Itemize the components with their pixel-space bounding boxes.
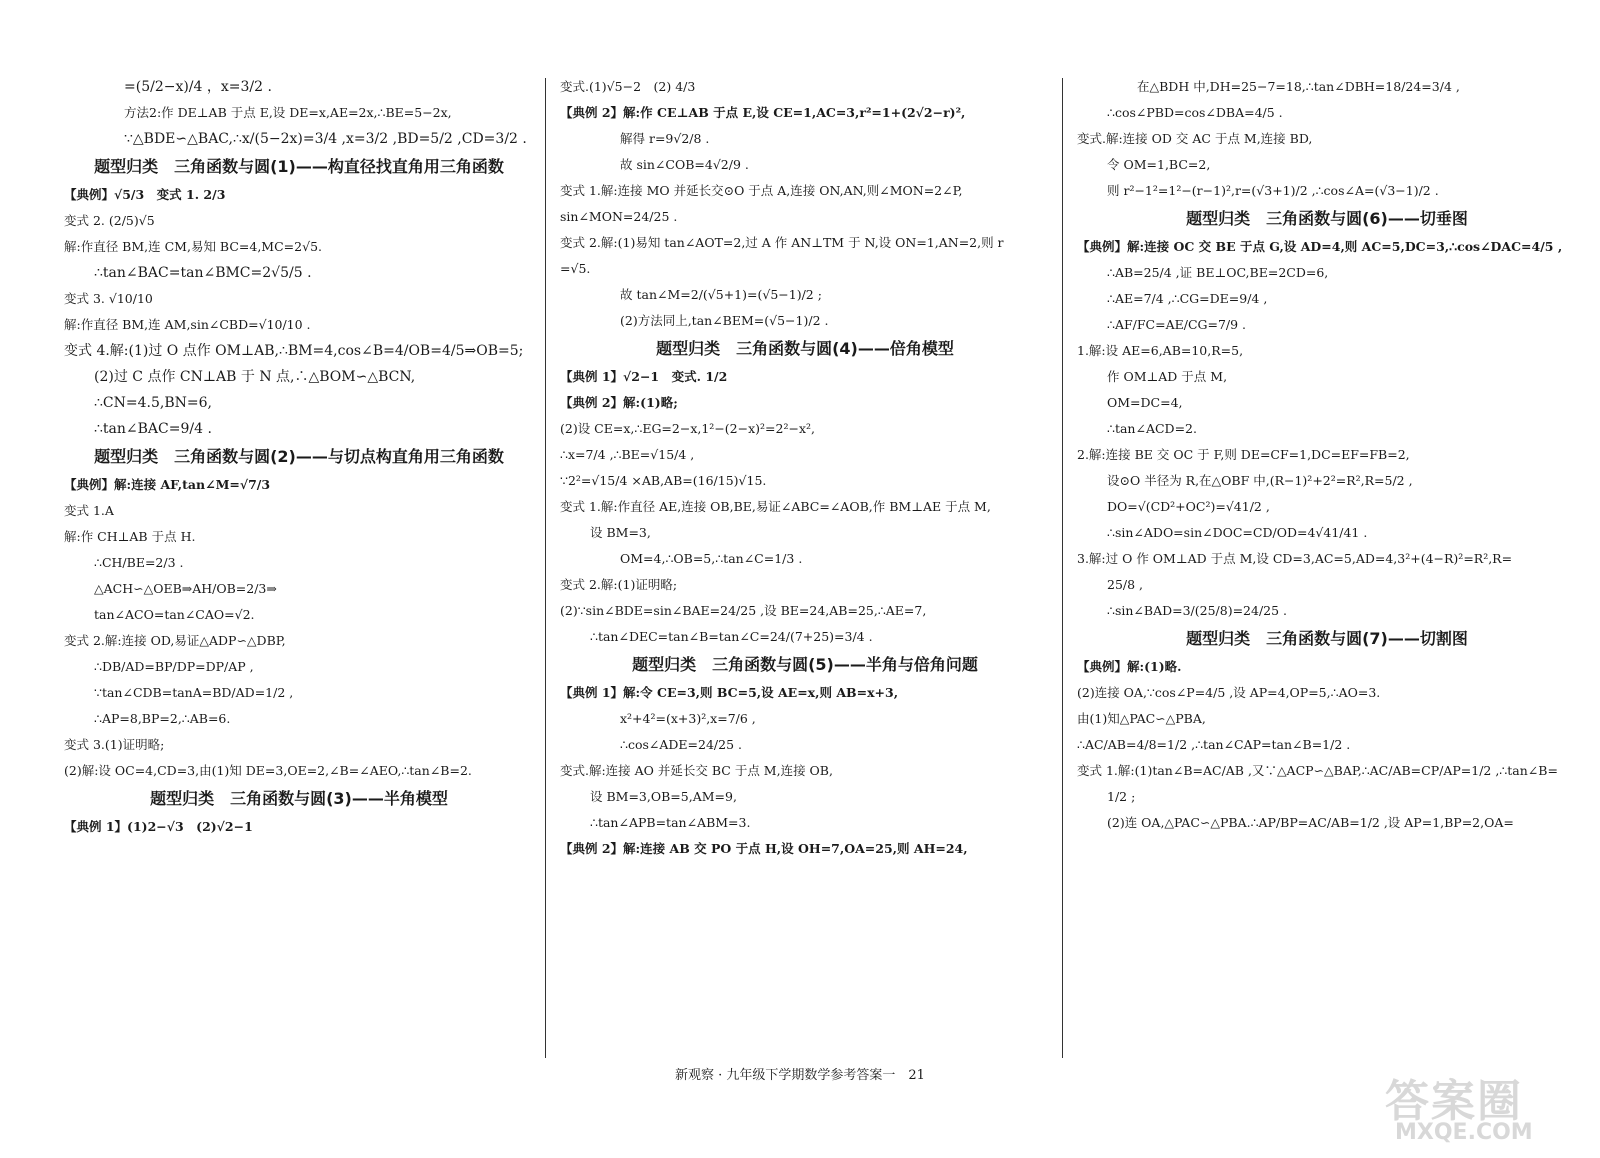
text-line: 25/8 , bbox=[1107, 577, 1144, 592]
text-line: 3.解:过 O 作 OM⊥AD 于点 M,设 CD=3,AC=5,AD=4,3²+(4−R)²=R²,R= bbox=[1077, 551, 1513, 566]
text-line: ∴sin∠ADO=sin∠DOC=CD/OD=4√41/41 . bbox=[1107, 525, 1368, 540]
text-line: 变式 1.解:连接 MO 并延长交⊙O 于点 A,连接 ON,AN,则∠MON=2∠P, bbox=[560, 183, 963, 198]
text-line: 设 BM=3,OB=5,AM=9, bbox=[590, 789, 737, 804]
text-line: 解:作直径 BM,连 AM,sin∠CBD=√10/10 . bbox=[64, 317, 311, 332]
text-line: 【典例 1】√2−1 变式. 1/2 bbox=[560, 369, 728, 384]
text-line: 变式 3.(1)证明略; bbox=[64, 737, 165, 752]
text-line: 【典例】√5/3 变式 1. 2/3 bbox=[64, 187, 226, 202]
text-line: 变式 4.解:(1)过 O 点作 OM⊥AB,∴BM=4,cos∠B=4/OB=4/5⇒OB=5; bbox=[64, 343, 524, 359]
text-line: (2)过 C 点作 CN⊥AB 于 N 点,∴△BOM∽△BCN, bbox=[94, 369, 416, 385]
text-line: 变式 2.解:(1)易知 tan∠AOT=2,过 A 作 AN⊥TM 于 N,设 ON=1,AN=2,则 r bbox=[560, 235, 1004, 250]
text-line: 变式.解:连接 AO 并延长交 BC 于点 M,连接 OB, bbox=[560, 763, 833, 778]
text-line: sin∠MON=24/25 . bbox=[560, 209, 678, 224]
text-line: 【典例 2】解:作 CE⊥AB 于点 E,设 CE=1,AC=3,r²=1+(2√2−r)², bbox=[560, 105, 966, 120]
text-line: ∴cos∠PBD=cos∠DBA=4/5 . bbox=[1107, 105, 1283, 120]
text-line: ∴DB/AD=BP/DP=DP/AP , bbox=[94, 659, 254, 674]
section-heading: 题型归类 三角函数与圆(5)——半角与倍角问题 bbox=[632, 655, 978, 674]
text-line: 【典例】解:(1)略. bbox=[1077, 659, 1182, 674]
watermark-logo bbox=[1385, 1065, 1585, 1150]
text-line: 变式 2. (2/5)√5 bbox=[64, 213, 155, 228]
text-line: 变式.解:连接 OD 交 AC 于点 M,连接 BD, bbox=[1077, 131, 1313, 146]
text-line: ∴AF/FC=AE/CG=7/9 . bbox=[1107, 317, 1247, 332]
watermark-main: 答案圈 bbox=[1385, 1076, 1523, 1127]
column-divider bbox=[545, 78, 546, 1058]
page-footer: 新观察 · 九年级下学期数学参考答案一 21 bbox=[675, 1068, 925, 1083]
text-line: ∴x=7/4 ,∴BE=√15/4 , bbox=[560, 447, 695, 462]
text-line: 故 tan∠M=2/(√5+1)=(√5−1)/2 ; bbox=[620, 287, 822, 302]
text-line: 1/2 ; bbox=[1107, 789, 1136, 804]
text-line: ∴AC/AB=4/8=1/2 ,∴tan∠CAP=tan∠B=1/2 . bbox=[1077, 737, 1351, 752]
text-line: 变式.(1)√5−2 (2) 4/3 bbox=[560, 79, 696, 94]
text-line: 故 sin∠COB=4√2/9 . bbox=[620, 157, 749, 172]
section-heading: 题型归类 三角函数与圆(2)——与切点构直角用三角函数 bbox=[94, 447, 504, 466]
text-line: ∵2²=√15/4 ×AB,AB=(16/15)√15. bbox=[560, 473, 767, 488]
section-heading: 题型归类 三角函数与圆(4)——倍角模型 bbox=[656, 339, 954, 358]
text-line: 解:作直径 BM,连 CM,易知 BC=4,MC=2√5. bbox=[64, 239, 322, 254]
text-line: (2)方法同上,tan∠BEM=(√5−1)/2 . bbox=[620, 313, 829, 328]
text-line: △ACH∽△OEB⇒AH/OB=2/3⇒ bbox=[94, 581, 277, 596]
text-line: 1.解:设 AE=6,AB=10,R=5, bbox=[1077, 343, 1244, 358]
text-line: 设⊙O 半径为 R,在△OBF 中,(R−1)²+2²=R²,R=5/2 , bbox=[1107, 473, 1413, 488]
text-line: (2)连 OA,△PAC∽△PBA.∴AP/BP=AC/AB=1/2 ,设 AP=1,BP=2,OA= bbox=[1107, 815, 1514, 830]
column-divider bbox=[1062, 78, 1063, 1058]
text-line: 则 r²−1²=1²−(r−1)²,r=(√3+1)/2 ,∴cos∠A=(√3−1)/2 . bbox=[1107, 183, 1439, 198]
text-line: ∴tan∠ACD=2. bbox=[1107, 421, 1197, 436]
text-line: 【典例 1】(1)2−√3 (2)√2−1 bbox=[64, 819, 253, 834]
text-line: 令 OM=1,BC=2, bbox=[1107, 157, 1211, 172]
text-line: 变式 2.解:(1)证明略; bbox=[560, 577, 678, 592]
text-line: 作 OM⊥AD 于点 M, bbox=[1107, 369, 1228, 384]
text-line: ∴cos∠ADE=24/25 . bbox=[620, 737, 742, 752]
text-line: 【典例】解:连接 OC 交 BE 于点 G,设 AD=4,则 AC=5,DC=3,∴cos∠DAC=4/5 , bbox=[1077, 239, 1563, 254]
text-line: ∴CN=4.5,BN=6, bbox=[94, 395, 212, 411]
text-line: ∴AB=25/4 ,证 BE⊥OC,BE=2CD=6, bbox=[1107, 265, 1329, 280]
text-line: 解得 r=9√2/8 . bbox=[620, 131, 710, 146]
text-line: ∴AP=8,BP=2,∴AB=6. bbox=[94, 711, 231, 726]
text-line: OM=DC=4, bbox=[1107, 395, 1183, 410]
text-line: 由(1)知△PAC∽△PBA, bbox=[1077, 711, 1206, 726]
column-2 bbox=[560, 78, 1050, 866]
text-line: 【典例 1】解:令 CE=3,则 BC=5,设 AE=x,则 AB=x+3, bbox=[560, 685, 899, 700]
text-line: 变式 2.解:连接 OD,易证△ADP∽△DBP, bbox=[64, 633, 286, 648]
text-line: =(5/2−x)/4 ，x=3/2 . bbox=[124, 79, 272, 95]
text-line: (2)连接 OA,∵cos∠P=4/5 ,设 AP=4,OP=5,∴AO=3. bbox=[1077, 685, 1381, 700]
text-line: 解:作 CH⊥AB 于点 H. bbox=[64, 529, 196, 544]
text-line: ∴tan∠DEC=tan∠B=tan∠C=24/(7+25)=3/4 . bbox=[590, 629, 873, 644]
section-heading: 题型归类 三角函数与圆(6)——切垂图 bbox=[1186, 209, 1468, 228]
text-line: 变式 3. √10/10 bbox=[64, 291, 153, 306]
text-line: ∴tan∠APB=tan∠ABM=3. bbox=[590, 815, 751, 830]
column-1 bbox=[64, 78, 534, 844]
text-line: (2)解:设 OC=4,CD=3,由(1)知 DE=3,OE=2,∠B=∠AEO,∴tan∠B=2. bbox=[64, 763, 472, 778]
text-line: 变式 1.解:(1)tan∠B=AC/AB ,又∵△ACP∽△BAP,∴AC/AB=CP/AP=1/2 ,∴tan∠B= bbox=[1077, 763, 1558, 778]
text-line: 变式 1.解:作直径 AE,连接 OB,BE,易证∠ABC=∠AOB,作 BM⊥AE 于点 M, bbox=[560, 499, 991, 514]
text-line: 方法2:作 DE⊥AB 于点 E,设 DE=x,AE=2x,∴BE=5−2x, bbox=[124, 105, 452, 120]
watermark-sub: MXQE.COM bbox=[1395, 1120, 1533, 1145]
text-line: ∴sin∠BAD=3/(25/8)=24/25 . bbox=[1107, 603, 1288, 618]
text-line: 【典例】解:连接 AF,tan∠M=√7/3 bbox=[64, 477, 271, 492]
text-line: 变式 1.A bbox=[64, 503, 114, 518]
text-line: 2.解:连接 BE 交 OC 于 F,则 DE=CF=1,DC=EF=FB=2, bbox=[1077, 447, 1410, 462]
section-heading: 题型归类 三角函数与圆(3)——半角模型 bbox=[150, 789, 448, 808]
text-line: =√5. bbox=[560, 261, 591, 276]
text-line: 【典例 2】解:(1)略; bbox=[560, 395, 678, 410]
text-line: OM=4,∴OB=5,∴tan∠C=1/3 . bbox=[620, 551, 803, 566]
text-line: ∴tan∠BAC=tan∠BMC=2√5/5 . bbox=[94, 265, 312, 281]
text-line: tan∠ACO=tan∠CAO=√2. bbox=[94, 607, 255, 622]
text-line: (2)∵sin∠BDE=sin∠BAE=24/25 ,设 BE=24,AB=25,∴AE=7, bbox=[560, 603, 927, 618]
text-line: x²+4²=(x+3)²,x=7/6 , bbox=[620, 711, 756, 726]
text-line: (2)设 CE=x,∴EG=2−x,1²−(2−x)²=2²−x², bbox=[560, 421, 815, 436]
text-line: ∵△BDE∽△BAC,∴x/(5−2x)=3/4 ,x=3/2 ,BD=5/2 ,CD=3/2 . bbox=[124, 131, 527, 147]
text-line: ∴CH/BE=2/3 . bbox=[94, 555, 184, 570]
text-line: DO=√(CD²+OC²)=√41/2 , bbox=[1107, 499, 1270, 514]
text-line: 【典例 2】解:连接 AB 交 PO 于点 H,设 OH=7,OA=25,则 AH=24, bbox=[560, 841, 968, 856]
text-line: 在△BDH 中,DH=25−7=18,∴tan∠DBH=18/24=3/4 , bbox=[1137, 79, 1460, 94]
column-3 bbox=[1077, 78, 1577, 840]
text-line: ∵tan∠CDB=tanA=BD/AD=1/2 , bbox=[94, 685, 294, 700]
section-heading: 题型归类 三角函数与圆(1)——构直径找直角用三角函数 bbox=[94, 157, 504, 176]
text-line: ∴AE=7/4 ,∴CG=DE=9/4 , bbox=[1107, 291, 1268, 306]
section-heading: 题型归类 三角函数与圆(7)——切割图 bbox=[1186, 629, 1468, 648]
text-line: ∴tan∠BAC=9/4 . bbox=[94, 421, 212, 437]
text-line: 设 BM=3, bbox=[590, 525, 651, 540]
